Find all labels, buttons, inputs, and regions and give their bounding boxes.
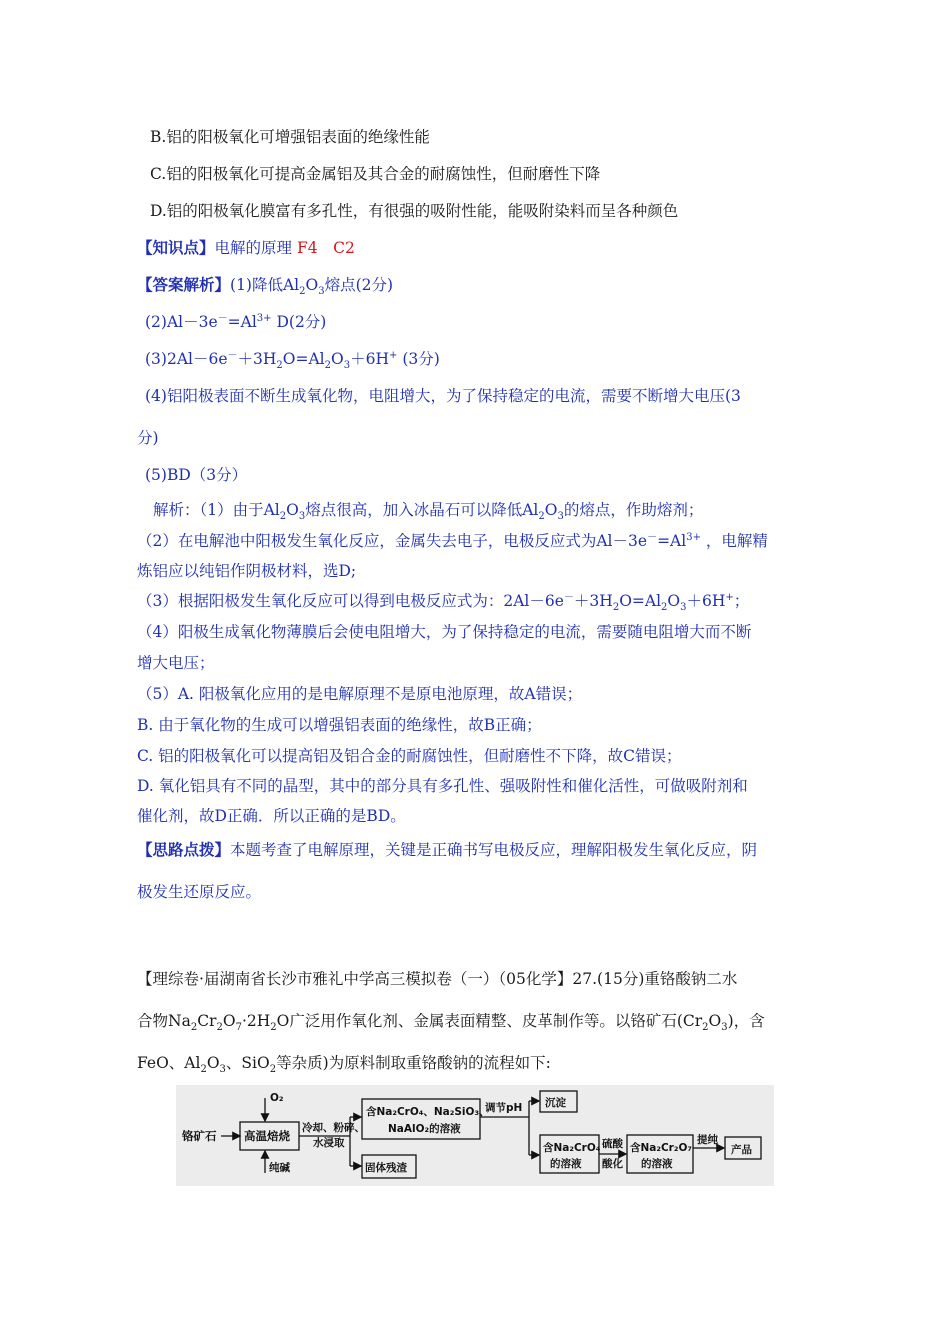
option-c: C.铝的阳极氧化可提高金属铝及其合金的耐腐蚀性，但耐磨性下降: [150, 165, 601, 183]
flow-solution1-1: 含Na₂CrO₄、Na₂SiO₃、: [366, 1106, 490, 1118]
flow-roast: 高温焙烧: [244, 1129, 290, 1143]
q3-pre: FeO、Al: [137, 1054, 201, 1072]
sub: 2: [324, 360, 332, 372]
sub: 2: [702, 1022, 709, 1034]
sup: －: [563, 591, 574, 603]
sup: －: [217, 312, 228, 324]
flow-ore: 铬矿石: [182, 1129, 217, 1143]
flow-precipitate: 沉淀: [545, 1097, 566, 1109]
q2-post: ·2H: [241, 1012, 271, 1030]
option-d: D.铝的阳极氧化膜富有多孔性，有很强的吸附性能，能吸附染料而呈各种颜色: [150, 202, 679, 220]
analysis-10: D. 氧化铝具有不同的晶型，其中的部分具有多孔性、强吸附性和催化活性，可做吸附剂和: [137, 777, 748, 795]
sub: 2: [279, 511, 287, 523]
sub: 3: [721, 1022, 728, 1034]
flow-solution1-2: NaAlO₂的溶液: [388, 1123, 461, 1135]
analysis-2: [137, 531, 768, 551]
analysis-4-mid2: O=Al: [619, 592, 662, 610]
sub: 2: [270, 1022, 277, 1034]
sub: 3: [318, 286, 325, 298]
flow-product: 产品: [731, 1144, 752, 1156]
process-flowchart: [176, 1085, 774, 1186]
flow-acid-2: 酸化: [602, 1158, 623, 1170]
flow-solution2-2: 的溶液: [550, 1158, 582, 1170]
answer-2-pre: (2)Al－3e: [145, 313, 218, 331]
question-line-2: 合物$Na_2Cr_2O_7\cdot 2H_2O$广泛用作氧化剂、金属表面精整、皮革制作等。以铬矿石$(Cr_2O_3)$，含: [137, 1012, 765, 1034]
option-b: B.铝的阳极氧化可增强铝表面的绝缘性能: [150, 128, 430, 146]
analysis-1: 解析：（1）由于$Al_2O_3$熔点很高，加入冰晶石可以降低$Al_2O_3$的熔点，作助熔剂；: [153, 501, 704, 523]
answer-1-post: 熔点(2分): [324, 276, 394, 294]
flow-adjust: 调节pH: [485, 1102, 523, 1114]
answer-3: $(3)2Al-6e^-+3H_2O=Al_2O_3+6H^+$ (3分): [145, 349, 440, 372]
q3-mid: 、SiO: [225, 1054, 270, 1072]
analysis-4-mid1: ＋3H: [573, 592, 613, 610]
flow-cool-1: 冷却、粉碎、: [302, 1122, 365, 1134]
analysis-6: 增大电压；: [137, 654, 215, 672]
q2-mid2: O: [222, 1012, 236, 1030]
knowledge-codes: F4 C2: [296, 239, 355, 257]
sub: 2: [190, 1022, 198, 1034]
analysis-1-post: 的熔点，作助熔剂；: [563, 501, 704, 519]
flow-acid-1: 硫酸: [602, 1138, 623, 1150]
flow-solution3-2: 的溶液: [641, 1158, 673, 1170]
q2-pre: 合物Na: [137, 1012, 191, 1030]
analysis-5: （4）阳极生成氧化物薄膜后会使电阻增大，为了保持稳定的电流，需要随电阻增大而不断: [137, 623, 752, 641]
q3-post: 等杂质)为原料制取重铬酸钠的流程如下:: [276, 1054, 551, 1072]
sup: +: [389, 349, 398, 361]
insight-text-1: 本题考查了电解原理，关键是正确书写电极反应，理解阳极发生氧化反应，阴: [230, 841, 758, 859]
analysis-7: （5）A. 阳极氧化应用的是电解原理不是原电池原理，故A错误；: [137, 685, 583, 703]
answer-3-post: (3分): [397, 350, 440, 368]
knowledge-tag: 【知识点】: [137, 239, 215, 257]
answer-4-line2: 分): [137, 429, 159, 447]
answer-tag: 【答案解析】: [137, 276, 231, 294]
answer-1: 【答案解析】(1)降低$Al_2O_3$熔点(2分): [137, 276, 394, 298]
analysis-1-pre: 解析：（1）由于Al: [153, 501, 280, 519]
sub: 7: [235, 1022, 242, 1034]
sub: 2: [299, 286, 306, 298]
sub: 3: [298, 511, 306, 523]
analysis-4: （3）根据阳极发生氧化反应可以得到电极反应式为：$2Al-6e^-+3H_2O=Al_2O_3+6H^+$；: [137, 591, 750, 614]
analysis-4-mid3: ＋6H: [686, 592, 726, 610]
analysis-3: 炼铝应以纯铝作阴极材料，选D;: [137, 562, 357, 580]
flow-solution3-1: 含Na₂Cr₂O₇: [630, 1142, 692, 1154]
answer-4-line1: (4)铝阳极表面不断生成氧化物，电阻增大，为了保持稳定的电流，需要不断增大电压(3: [145, 387, 741, 405]
question-line-1: 【理综卷·届湖南省长沙市雅礼中学高三模拟卷（一）（05化学】27.(15分)重铬酸钠二水: [137, 970, 738, 988]
insight-1: [137, 840, 757, 860]
q2-end: O广泛用作氧化剂、金属表面精整、皮革制作等。以铬矿石(Cr: [276, 1012, 703, 1030]
insight-tag: 【思路点拨】: [137, 841, 231, 859]
flow-residue: 固体残渣: [365, 1162, 407, 1174]
analysis-4-pre: （3）根据阳极发生氧化反应可以得到电极反应式为：2Al－6e: [137, 592, 564, 610]
answer-1-pre: (1)降低Al: [230, 276, 300, 294]
sub: 2: [661, 602, 668, 614]
answer-3-pre: (3)2Al－6e: [145, 350, 228, 368]
flow-solution2-1: 含Na₂CrO₄: [543, 1142, 601, 1154]
sub: 3: [557, 511, 564, 523]
analysis-2-mid: =Al: [657, 532, 687, 550]
flow-purify: 提纯: [697, 1134, 718, 1146]
flow-o2: O₂: [270, 1092, 284, 1104]
flow-cool-2: 水浸取: [313, 1137, 345, 1149]
answer-2: [145, 312, 326, 332]
answer-3-mid1: ＋3H: [237, 350, 277, 368]
sub: 2: [216, 1022, 223, 1034]
answer-5: (5)BD（3分）: [145, 466, 248, 484]
analysis-1-mid: 熔点很高，加入冰晶石可以降低Al: [305, 501, 539, 519]
sup: －: [227, 349, 238, 361]
analysis-4-post: ；: [733, 592, 750, 610]
answer-2-mid: =Al: [227, 313, 257, 331]
sup: 3+: [686, 531, 701, 543]
sup: 3+: [256, 312, 272, 324]
q2-tail: ，含: [733, 1012, 765, 1030]
sub: 2: [612, 602, 620, 614]
sub: 2: [200, 1064, 207, 1076]
sub: 3: [343, 360, 351, 372]
sup: －: [647, 531, 658, 543]
analysis-9: C. 铝的阳极氧化可以提高铝及铝合金的耐腐蚀性，但耐磨性不下降，故C错误；: [137, 747, 682, 765]
q2-mid1: Cr: [197, 1012, 217, 1030]
sub: 2: [276, 360, 283, 372]
answer-3-mid2: O=Al: [282, 350, 325, 368]
flow-soda: 纯碱: [269, 1162, 290, 1174]
question-line-3: FeO、$Al_2O_3$、SiO$_2$等杂质)为原料制取重铬酸钠的流程如下:: [137, 1054, 551, 1076]
sub: 3: [680, 602, 687, 614]
sub: 2: [269, 1064, 277, 1076]
analysis-11: 催化剂，故D正确．所以正确的是BD。: [137, 807, 406, 825]
answer-2-post: D(2分): [271, 313, 327, 331]
sub: 2: [538, 511, 545, 523]
knowledge-text: 电解的原理: [214, 239, 293, 257]
knowledge-point: [137, 238, 355, 258]
answer-3-mid3: ＋6H: [350, 350, 389, 368]
insight-2: 极发生还原反应。: [137, 883, 262, 901]
analysis-2-pre: （2）在电解池中阳极发生氧化反应，金属失去电子，电极反应式为Al－3e: [137, 532, 648, 550]
analysis-2-post: ，电解精: [705, 532, 768, 550]
sub: 3: [219, 1064, 226, 1076]
sup: +: [725, 591, 734, 603]
flowchart-svg: [176, 1085, 774, 1186]
analysis-8: B. 由于氧化物的生成可以增强铝表面的绝缘性，故B正确；: [137, 716, 542, 734]
